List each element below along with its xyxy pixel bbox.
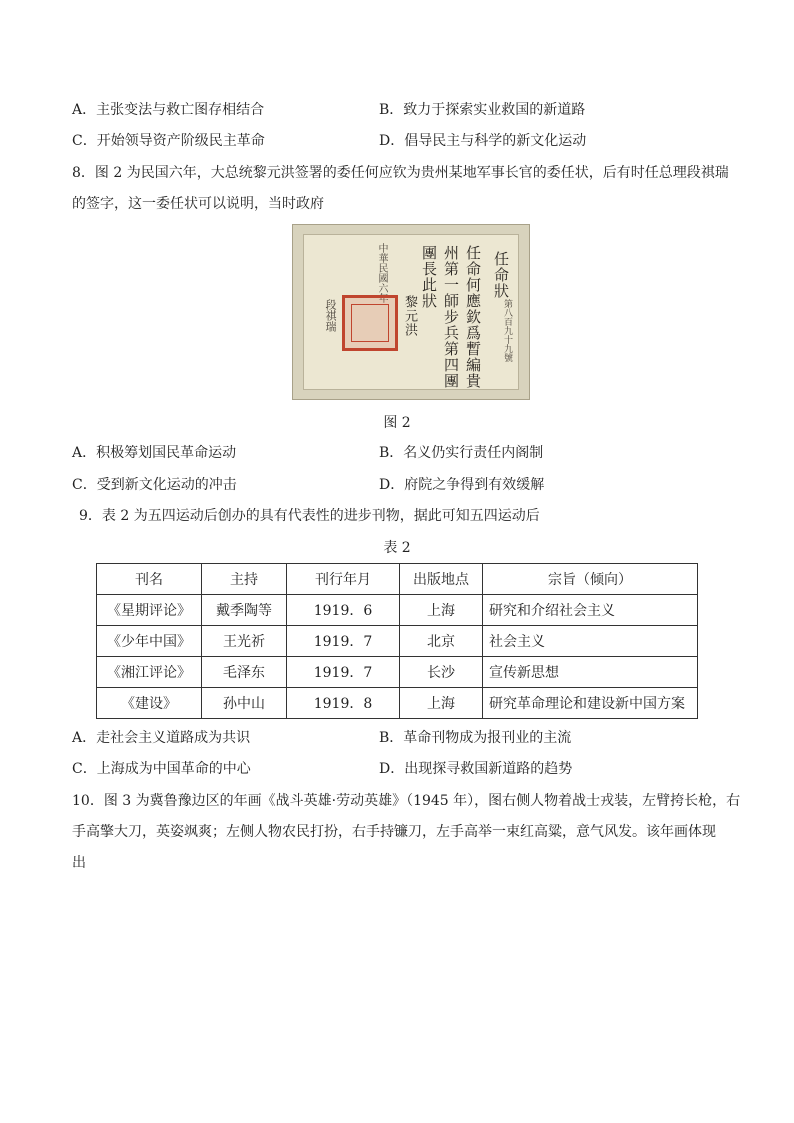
certificate-title: 任命狀 bbox=[492, 251, 510, 299]
figure-2-caption: 图 2 bbox=[383, 415, 411, 431]
table-cell: 长沙 bbox=[400, 657, 483, 688]
table-cell: 上海 bbox=[400, 595, 483, 626]
certificate-date: 中華民國六年 bbox=[376, 243, 387, 303]
table-header-cell: 出版地点 bbox=[400, 564, 483, 595]
official-seal-icon bbox=[342, 295, 398, 351]
commission-certificate-image bbox=[292, 224, 530, 400]
table-cell: 《星期评论》 bbox=[97, 595, 202, 626]
table-cell: 1919．7 bbox=[287, 657, 400, 688]
q9-option-d: D．出现探寻救国新道路的趋势 bbox=[379, 761, 573, 777]
certificate-number: 第八百九十九號 bbox=[502, 299, 512, 362]
table-cell: 1919．7 bbox=[287, 626, 400, 657]
q10-stem-line3: 出 bbox=[72, 855, 86, 871]
table-header-cell: 刊行年月 bbox=[287, 564, 400, 595]
president-signature: 黎元洪 bbox=[402, 295, 417, 337]
q9-option-b: B．革命刊物成为报刊业的主流 bbox=[379, 730, 572, 746]
q7-option-c: C．开始领导资产阶级民主革命 bbox=[72, 133, 265, 149]
table-cell: 宣传新思想 bbox=[483, 657, 698, 688]
table-cell: 毛泽东 bbox=[202, 657, 287, 688]
table-cell: 研究和介绍社会主义 bbox=[483, 595, 698, 626]
table-header-row bbox=[97, 564, 698, 595]
table-row bbox=[97, 657, 698, 688]
certificate-text-col1: 任命何應欽爲暫編貴 bbox=[464, 245, 482, 389]
table-cell: 《湘江评论》 bbox=[97, 657, 202, 688]
premier-signature: 段祺瑞 bbox=[324, 299, 337, 332]
table-cell: 1919．6 bbox=[287, 595, 400, 626]
q7-option-d: D．倡导民主与科学的新文化运动 bbox=[379, 133, 587, 149]
q10-stem-line1: 10．图 3 为冀鲁豫边区的年画《战斗英雄·劳动英雄》（1945 年），图右侧人物着战士戎装，左臂挎长枪，右 bbox=[72, 793, 741, 809]
q8-option-a: A．积极筹划国民革命运动 bbox=[72, 445, 237, 461]
table-cell: 社会主义 bbox=[483, 626, 698, 657]
table-2-caption: 表 2 bbox=[383, 540, 411, 556]
table-header-cell: 主持 bbox=[202, 564, 287, 595]
q7-option-b: B．致力于探索实业救国的新道路 bbox=[379, 102, 586, 118]
q8-option-d: D．府院之争得到有效缓解 bbox=[379, 477, 545, 493]
table-cell: 王光祈 bbox=[202, 626, 287, 657]
q7-option-a: A．主张变法与救亡图存相结合 bbox=[72, 102, 265, 118]
table-row bbox=[97, 626, 698, 657]
q8-stem-line1: 8．图 2 为民国六年，大总统黎元洪签署的委任何应钦为贵州某地军事长官的委任状，后有时任总理段祺瑞 bbox=[72, 165, 729, 181]
table-header-cell: 刊名 bbox=[97, 564, 202, 595]
table-cell: 研究革命理论和建设新中国方案 bbox=[483, 688, 698, 719]
table-row bbox=[97, 595, 698, 626]
q10-stem-line2: 手高擎大刀，英姿飒爽；左侧人物农民打扮，右手持镰刀，左手高举一束红高粱，意气风发。该年画体现 bbox=[72, 824, 716, 840]
table-row bbox=[97, 688, 698, 719]
table-cell: 《少年中国》 bbox=[97, 626, 202, 657]
certificate-text-col2: 州第一師步兵第四團 bbox=[442, 245, 460, 389]
table-cell: 孙中山 bbox=[202, 688, 287, 719]
table-cell: 北京 bbox=[400, 626, 483, 657]
q8-option-b: B．名义仍实行责任内阁制 bbox=[379, 445, 544, 461]
q9-option-c: C．上海成为中国革命的中心 bbox=[72, 761, 251, 777]
periodicals-table bbox=[96, 563, 698, 719]
q9-option-a: A．走社会主义道路成为共识 bbox=[72, 730, 251, 746]
table-cell: 《建设》 bbox=[97, 688, 202, 719]
q8-stem-line2: 的签字，这一委任状可以说明，当时政府 bbox=[72, 196, 324, 212]
certificate-text-col3: 團長此狀 bbox=[420, 245, 438, 309]
q9-stem: 9．表 2 为五四运动后创办的具有代表性的进步刊物，据此可知五四运动后 bbox=[79, 508, 540, 524]
table-cell: 上海 bbox=[400, 688, 483, 719]
table-header-cell: 宗旨（倾向） bbox=[483, 564, 698, 595]
table-cell: 戴季陶等 bbox=[202, 595, 287, 626]
q8-option-c: C．受到新文化运动的冲击 bbox=[72, 477, 237, 493]
table-cell: 1919．8 bbox=[287, 688, 400, 719]
